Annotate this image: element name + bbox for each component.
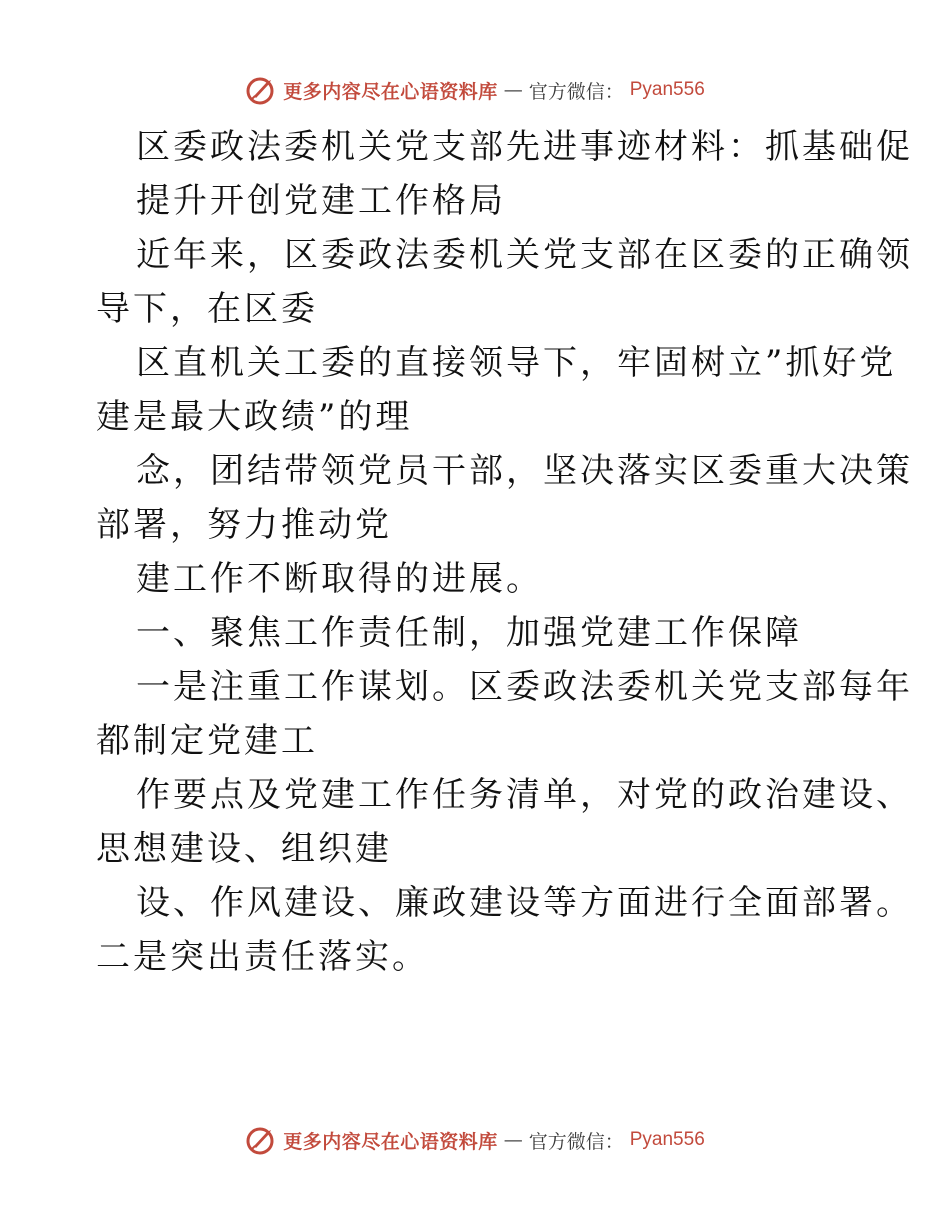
paragraph-line: 部署，努力推动党	[96, 505, 392, 545]
footer-banner	[0, 1120, 950, 1160]
banner-wechat-id: Pyan556	[629, 79, 705, 100]
section-heading: 一、聚焦工作责任制，加强党建工作保障	[136, 613, 802, 653]
paragraph-line: 建工作不断取得的进展。	[136, 559, 543, 599]
paragraph-line: 念，团结带领党员干部，坚决落实区委重大决策	[136, 451, 913, 491]
brand-logo-icon	[245, 74, 277, 106]
paragraph-line: 近年来，区委政法委机关党支部在区委的正确领	[136, 235, 913, 275]
paragraph-line: 设、作风建设、廉政建设等方面进行全面部署。	[136, 883, 913, 923]
document-body	[96, 120, 913, 984]
document-title-line-2: 提升开创党建工作格局	[136, 181, 506, 221]
banner-dash: —	[503, 79, 523, 101]
header-banner	[0, 70, 950, 110]
paragraph-line: 区直机关工委的直接领导下，牢固树立”抓好党	[136, 343, 897, 383]
banner-wechat-label: 官方微信：	[528, 80, 624, 103]
paragraph-line: 一是注重工作谋划。区委政法委机关党支部每年	[136, 667, 913, 707]
paragraph-line: 作要点及党建工作任务清单，对党的政治建设、	[136, 775, 913, 815]
banner-site-name: 更多内容尽在心语资料库	[283, 1130, 498, 1153]
banner-dash: —	[503, 1129, 523, 1151]
paragraph-line: 导下，在区委	[96, 289, 318, 329]
paragraph-line: 都制定党建工	[96, 721, 318, 761]
document-title-line-1: 区委政法委机关党支部先进事迹材料：抓基础促	[136, 127, 913, 167]
brand-logo-icon	[245, 1124, 277, 1156]
paragraph-line: 思想建设、组织建	[96, 829, 392, 869]
paragraph-line: 二是突出责任落实。	[96, 937, 429, 977]
banner-site-name: 更多内容尽在心语资料库	[283, 80, 498, 103]
banner-wechat-label: 官方微信：	[528, 1130, 624, 1153]
banner-wechat-id: Pyan556	[629, 1129, 705, 1150]
paragraph-line: 建是最大政绩”的理	[96, 397, 413, 437]
